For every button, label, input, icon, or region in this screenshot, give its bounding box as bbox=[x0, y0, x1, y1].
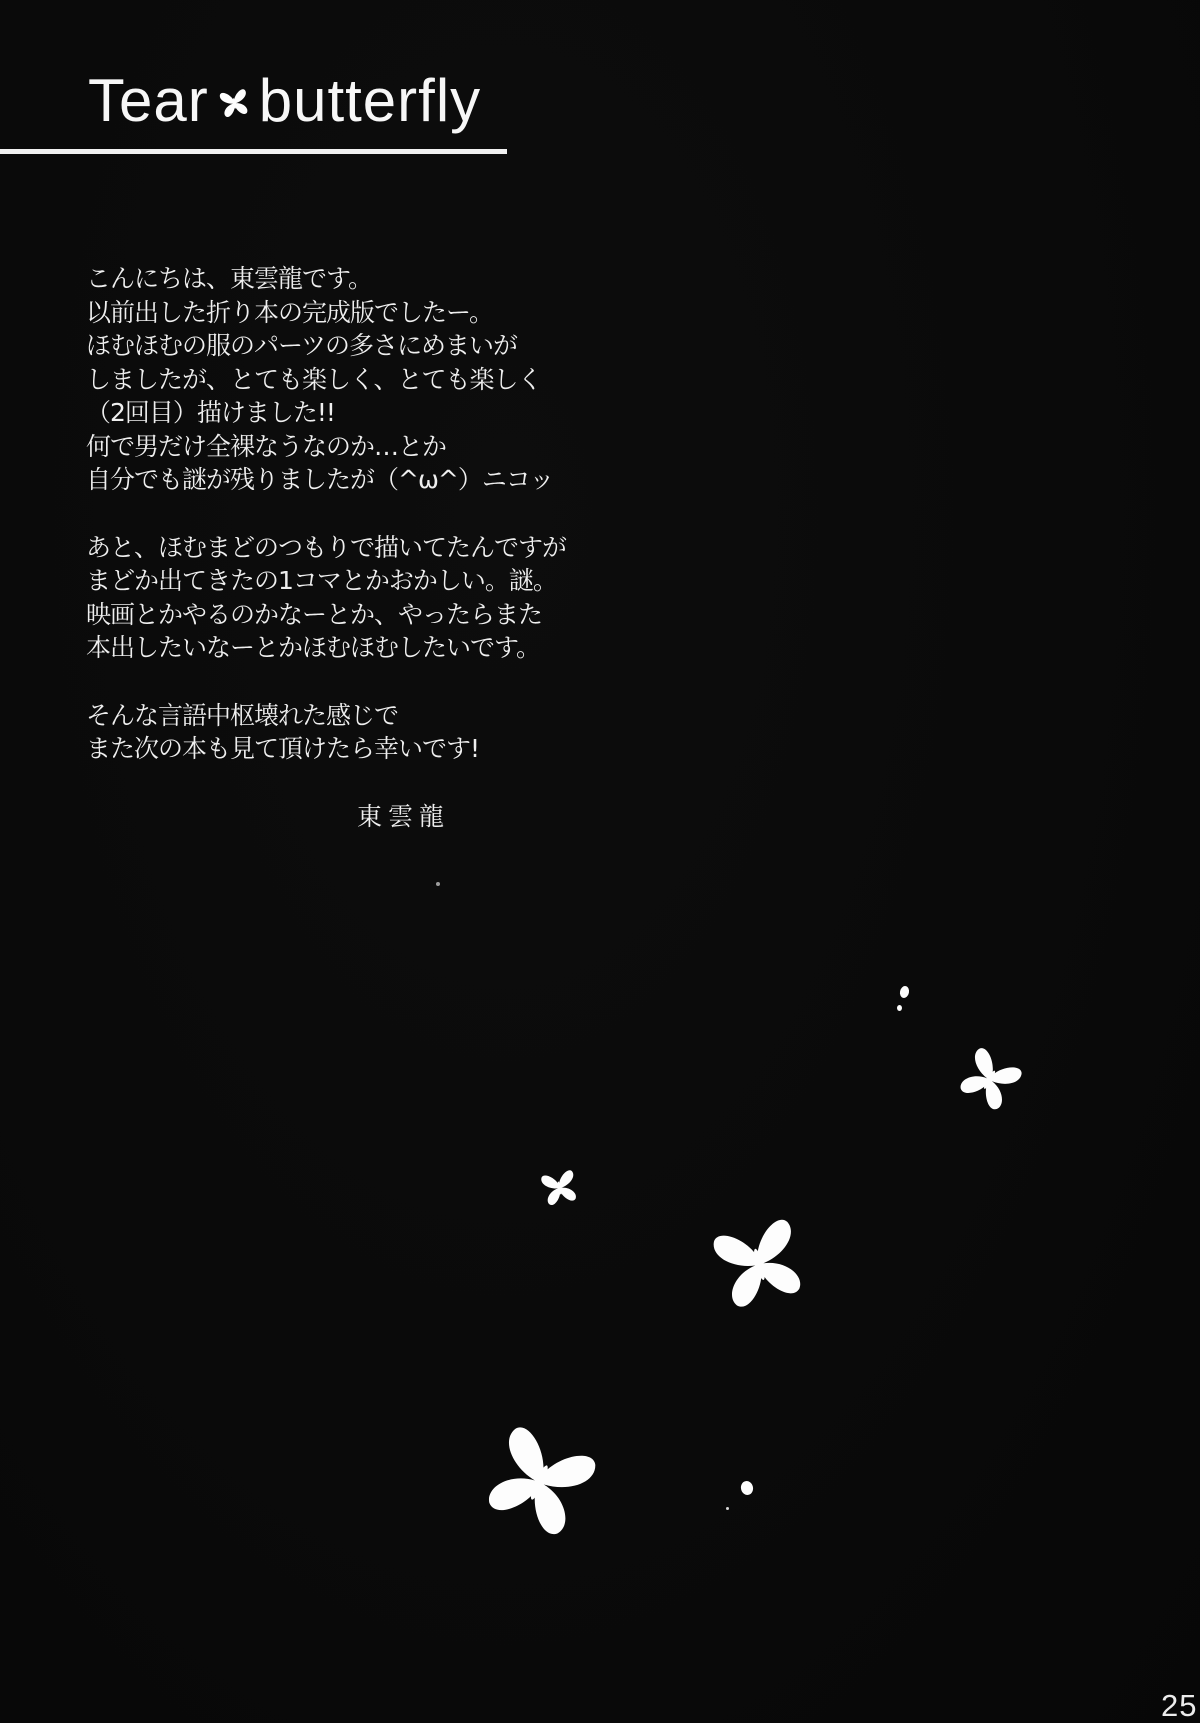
afterword-paragraph bbox=[86, 262, 606, 497]
ink-speck bbox=[897, 1005, 902, 1011]
page-number: 25 bbox=[1161, 1688, 1198, 1723]
title-word-right: butterfly bbox=[258, 67, 482, 134]
afterword-line: 映画とかやるのかなーとか、やったらまた bbox=[86, 599, 543, 629]
afterword-line: 何で男だけ全裸なうなのか…とか bbox=[86, 431, 447, 461]
afterword-text bbox=[86, 262, 606, 833]
ink-speck bbox=[726, 1507, 729, 1510]
afterword-line: （2回目）描けました!! bbox=[86, 398, 335, 427]
afterword-line: 自分でも謎が残りましたが（^ω^）ニコッ bbox=[86, 465, 554, 494]
butterfly-icon bbox=[537, 1165, 581, 1211]
butterfly-icon bbox=[471, 1411, 609, 1550]
ink-speck bbox=[436, 882, 440, 886]
ink-speck bbox=[899, 985, 910, 999]
afterword-line: ほむほむの服のパーツの多さにめまいが bbox=[86, 331, 518, 360]
afterword-line: そんな言語中枢壊れた感じで bbox=[86, 700, 399, 730]
afterword-line: あと、ほむまどのつもりで描いてたんですが bbox=[86, 532, 567, 562]
title-underline bbox=[0, 149, 507, 154]
afterword-line: こんにちは、東雲龍です。 bbox=[86, 264, 373, 293]
afterword-line: また次の本も見て頂けたら幸いです! bbox=[86, 734, 480, 763]
author-signature: 東雲龍 bbox=[357, 801, 451, 831]
title-word-left: Tear bbox=[88, 67, 209, 134]
afterword-line: しましたが、とても楽しく、とても楽しく bbox=[86, 364, 542, 394]
ink-speck bbox=[739, 1480, 754, 1496]
afterword-line: 本出したいなーとかほむほむしたいです。 bbox=[86, 633, 541, 662]
afterword-paragraph bbox=[86, 531, 606, 665]
afterword-paragraph bbox=[86, 699, 606, 766]
afterword-line: まどか出てきたの1コマとかおかしい。謎。 bbox=[86, 566, 557, 595]
butterfly-icon bbox=[217, 86, 252, 121]
butterfly-icon bbox=[704, 1208, 814, 1318]
butterfly-icon bbox=[949, 1038, 1030, 1121]
page-title bbox=[88, 68, 481, 134]
afterword-line: 以前出した折り本の完成版でしたー。 bbox=[86, 297, 494, 327]
